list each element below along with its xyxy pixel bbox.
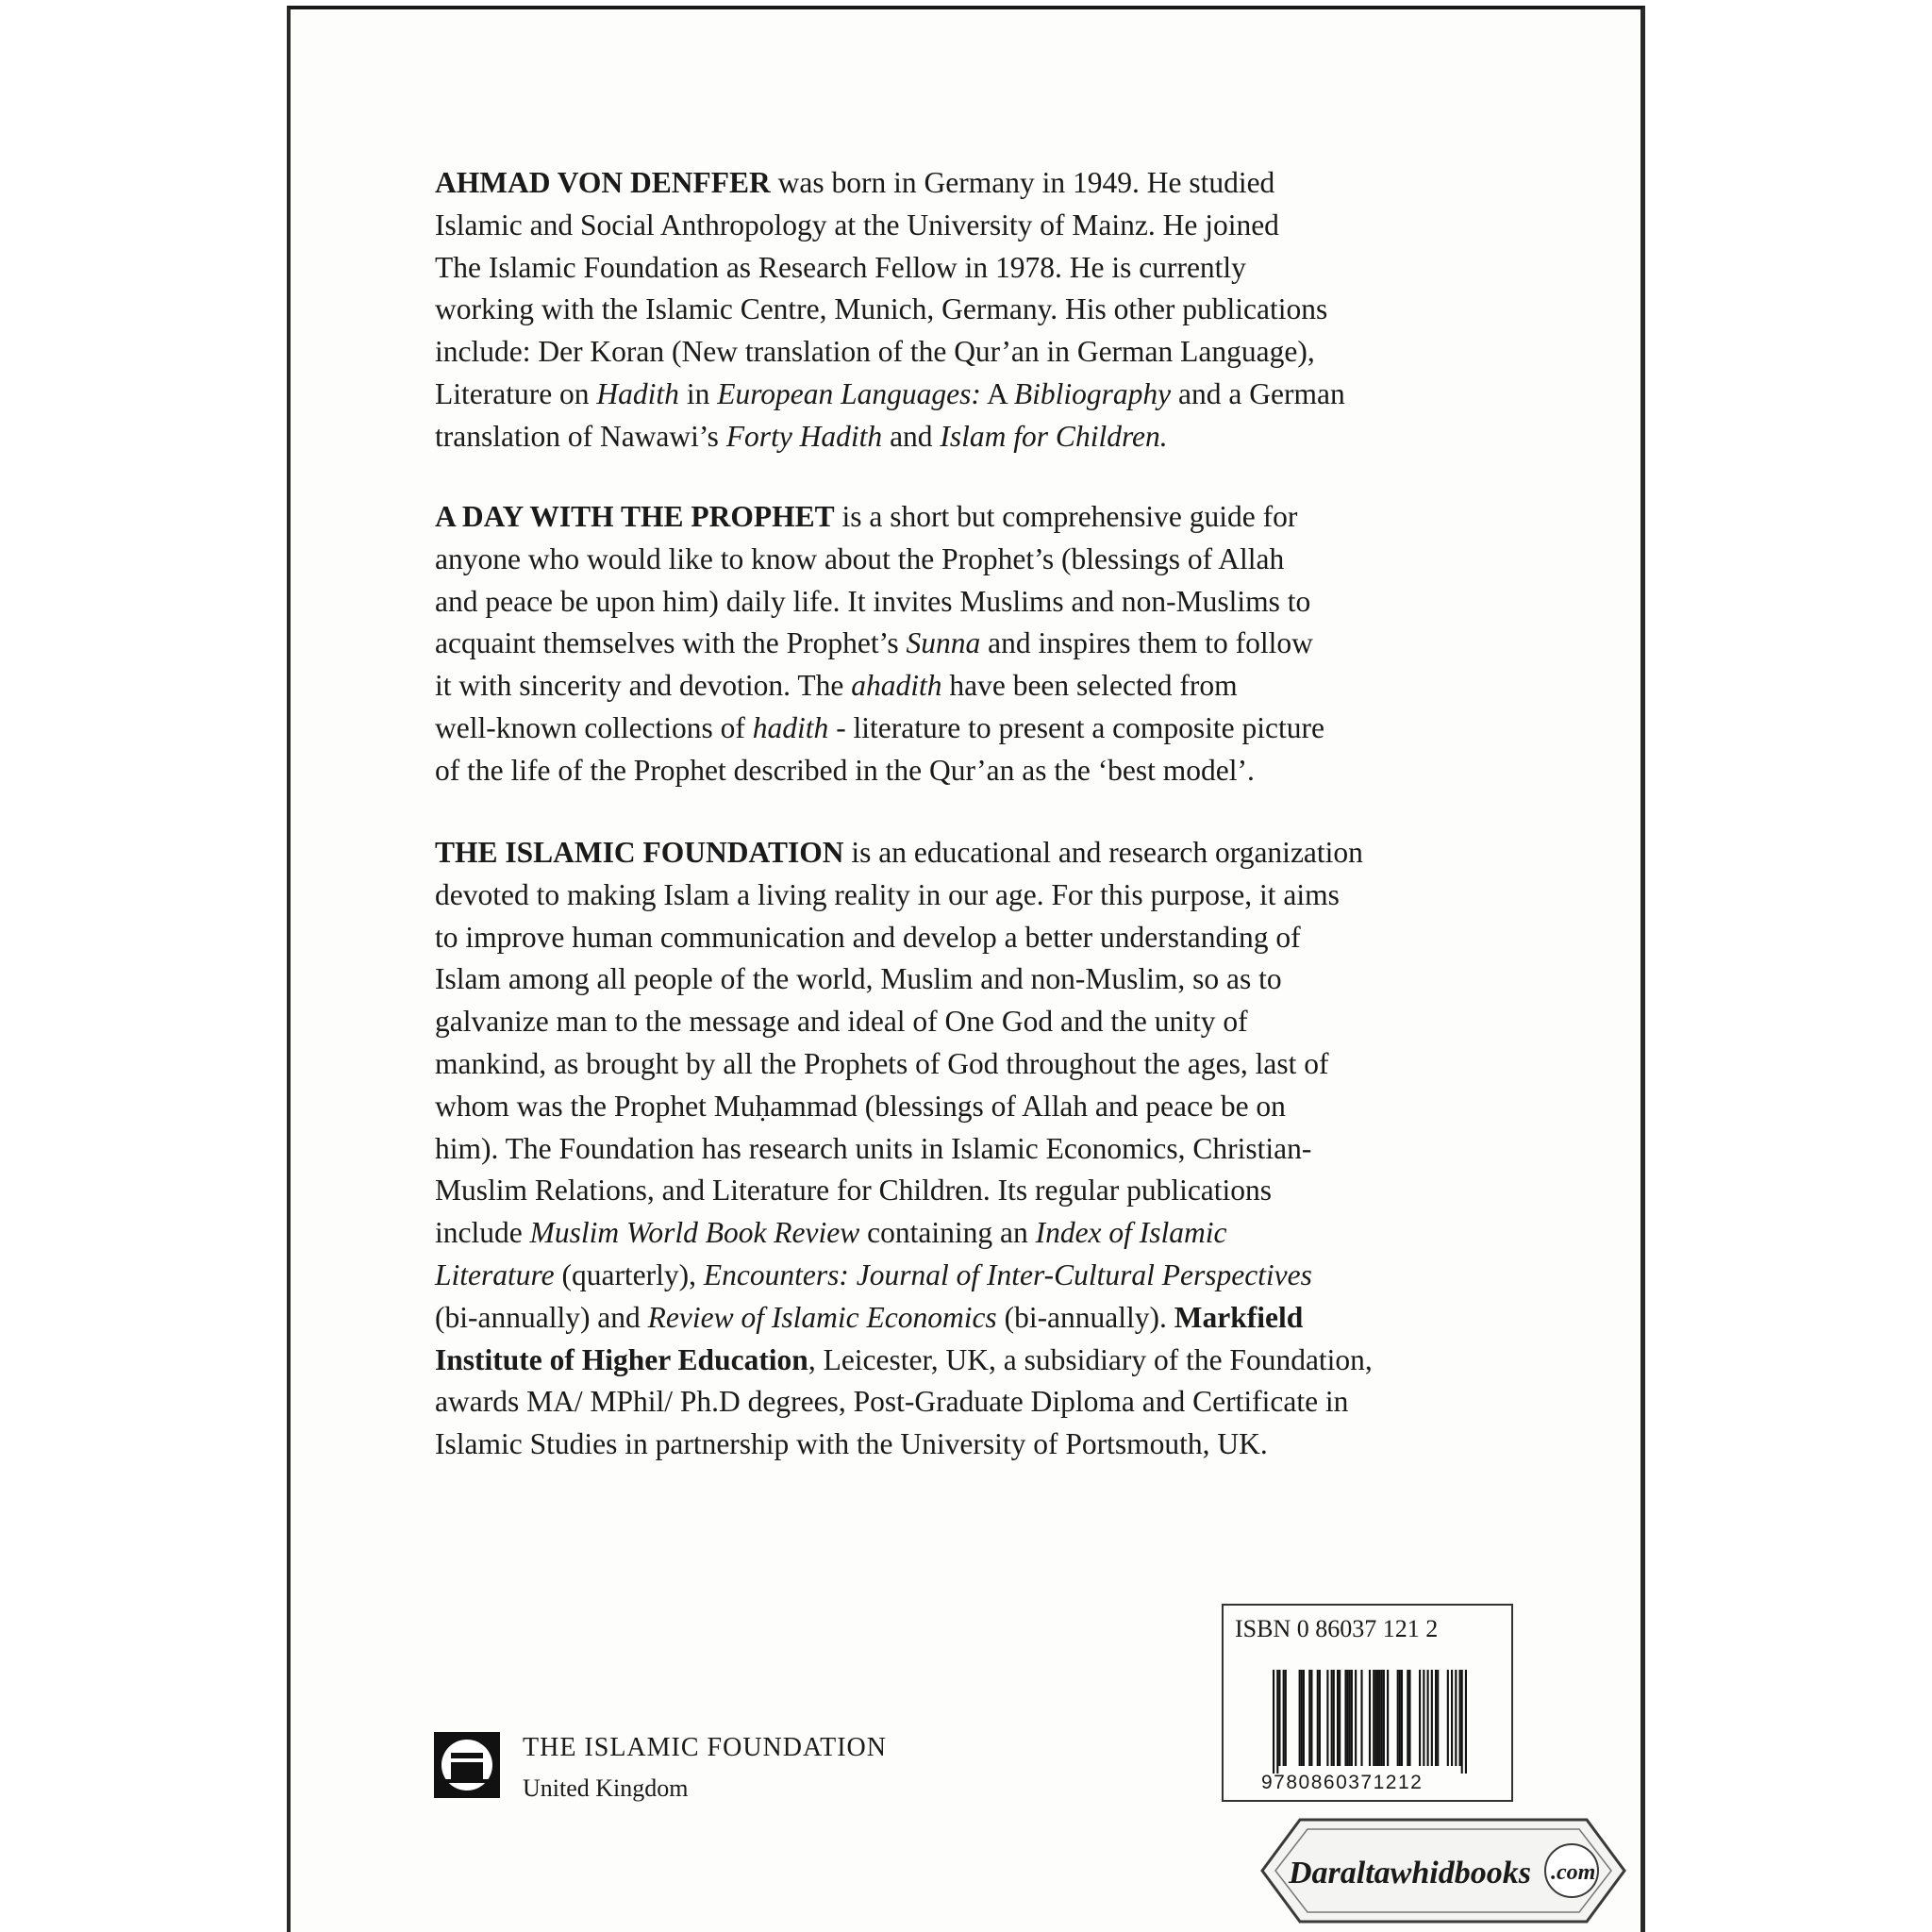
italic-run: Forty Hadith bbox=[725, 419, 883, 453]
text-run: - literature to present a composite picture bbox=[828, 710, 1324, 744]
text-line bbox=[435, 247, 1520, 290]
barcode-bar bbox=[1419, 1670, 1421, 1766]
barcode-bar bbox=[1423, 1670, 1424, 1766]
barcode-bar bbox=[1347, 1670, 1349, 1766]
barcode bbox=[1273, 1670, 1467, 1774]
barcode-bar bbox=[1427, 1670, 1429, 1766]
barcode-bar bbox=[1333, 1670, 1335, 1766]
barcode-bar bbox=[1349, 1670, 1351, 1766]
text-line bbox=[435, 1212, 1520, 1255]
text-line bbox=[435, 1128, 1520, 1171]
publisher-country: United Kingdom bbox=[523, 1774, 689, 1802]
barcode-bar bbox=[1301, 1670, 1303, 1766]
italic-run: Literature bbox=[435, 1257, 555, 1291]
text-run: galvanize man to the message and ideal of One God and the unity of bbox=[435, 1005, 1248, 1039]
barcode-bar bbox=[1351, 1670, 1353, 1766]
text-run: Literature on bbox=[435, 376, 597, 410]
text-run: to improve human communication and develop a better understanding of bbox=[435, 920, 1301, 954]
bold-run: Markfield bbox=[1174, 1300, 1304, 1334]
barcode-bar bbox=[1337, 1670, 1339, 1766]
text-run: is an educational and research organization bbox=[843, 836, 1363, 869]
italic-run: Encounters: Journal of Inter-Cultural Perspectives bbox=[703, 1257, 1312, 1291]
text-run: include bbox=[435, 1216, 530, 1250]
barcode-bar bbox=[1383, 1670, 1385, 1766]
barcode-bar bbox=[1285, 1670, 1287, 1766]
barcode-bar bbox=[1319, 1670, 1321, 1766]
text-run: and bbox=[882, 419, 941, 453]
text-line bbox=[435, 874, 1520, 917]
text-run: Islamic Studies in partnership with the University of Portsmouth, UK. bbox=[435, 1427, 1268, 1461]
book-description-paragraph bbox=[435, 496, 1520, 792]
text-line bbox=[435, 708, 1520, 750]
watermark-badge[interactable] bbox=[1243, 1816, 1643, 1925]
barcode-bar bbox=[1407, 1670, 1408, 1766]
barcode-bar bbox=[1299, 1670, 1301, 1766]
barcode-bar bbox=[1381, 1670, 1383, 1766]
barcode-bar bbox=[1435, 1670, 1437, 1766]
barcode-bar bbox=[1379, 1670, 1381, 1766]
barcode-bar bbox=[1431, 1670, 1433, 1766]
barcode-bar bbox=[1374, 1670, 1376, 1766]
italic-run: hadith bbox=[752, 710, 829, 744]
isbn-label: ISBN 0 86037 121 2 bbox=[1235, 1615, 1439, 1642]
italic-run: Sunna bbox=[906, 626, 981, 660]
barcode-bar bbox=[1399, 1670, 1401, 1766]
italic-run: Review of Islamic Economics bbox=[647, 1300, 997, 1334]
text-run: was born in Germany in 1949. He studied bbox=[770, 166, 1275, 199]
barcode-bar bbox=[1461, 1670, 1463, 1774]
text-line bbox=[435, 750, 1520, 792]
text-line bbox=[435, 1001, 1520, 1043]
text-run: of the life of the Prophet described in the Qur’an as the ‘best model’. bbox=[435, 753, 1255, 787]
text-run: translation of Nawawi’s bbox=[435, 419, 726, 453]
text-line bbox=[435, 416, 1520, 458]
barcode-bar bbox=[1455, 1670, 1457, 1766]
text-line bbox=[435, 581, 1520, 624]
text-line bbox=[435, 162, 1520, 205]
text-line bbox=[435, 1255, 1520, 1297]
text-run: in bbox=[678, 376, 718, 410]
text-run: it with sincerity and devotion. The bbox=[435, 669, 852, 703]
text-line bbox=[435, 958, 1520, 1001]
barcode-bar bbox=[1437, 1670, 1439, 1766]
text-run: whom was the Prophet Muḥammad (blessings of Allah and peace be on bbox=[435, 1089, 1286, 1123]
text-run: A bbox=[980, 376, 1014, 410]
text-run: Islam among all people of the world, Muslim and non-Muslim, so as to bbox=[435, 962, 1282, 996]
barcode-bar bbox=[1408, 1670, 1410, 1766]
text-line bbox=[435, 917, 1520, 959]
barcode-bar bbox=[1459, 1670, 1461, 1766]
barcode-bar bbox=[1369, 1670, 1371, 1766]
bold-run: Institute of Higher Education bbox=[435, 1342, 808, 1376]
text-run: (bi-annually) and bbox=[435, 1300, 648, 1334]
text-line bbox=[435, 374, 1520, 416]
text-run: (quarterly), bbox=[554, 1257, 704, 1291]
watermark-brand: Daraltawhidbooks bbox=[1289, 1856, 1531, 1890]
barcode-bar bbox=[1360, 1670, 1362, 1766]
publisher-name: THE ISLAMIC FOUNDATION bbox=[523, 1733, 887, 1762]
text-line bbox=[435, 665, 1520, 708]
barcode-bar bbox=[1387, 1670, 1389, 1766]
italic-run: Index of Islamic bbox=[1035, 1216, 1227, 1250]
text-run: and peace be upon him) daily life. It invites Muslims and non-Muslims to bbox=[435, 584, 1311, 618]
bold-run: THE ISLAMIC FOUNDATION bbox=[435, 836, 844, 869]
barcode-bar bbox=[1331, 1670, 1333, 1766]
text-line bbox=[435, 1424, 1520, 1466]
author-bio-paragraph bbox=[435, 162, 1520, 458]
text-line bbox=[435, 205, 1520, 247]
italic-run: Hadith bbox=[596, 376, 679, 410]
text-run: include: Der Koran (New translation of the Qur’an in German Language), bbox=[435, 335, 1315, 369]
barcode-bar bbox=[1308, 1670, 1310, 1766]
italic-run: Bibliography bbox=[1013, 376, 1172, 410]
text-run: and a German bbox=[1171, 376, 1345, 410]
text-run: containing an bbox=[859, 1216, 1036, 1250]
italic-run: European Languages: bbox=[717, 376, 981, 410]
text-line bbox=[435, 1086, 1520, 1128]
text-run: mankind, as brought by all the Prophets of God throughout the ages, last of bbox=[435, 1046, 1329, 1080]
kaaba-logo-icon bbox=[434, 1732, 500, 1798]
barcode-bar bbox=[1397, 1670, 1399, 1766]
text-line bbox=[435, 1297, 1520, 1340]
barcode-bar bbox=[1326, 1670, 1328, 1766]
text-run: well-known collections of bbox=[435, 710, 753, 744]
isbn-box bbox=[1222, 1604, 1513, 1802]
italic-run: Muslim World Book Review bbox=[529, 1216, 860, 1250]
barcode-bar bbox=[1303, 1670, 1305, 1766]
barcode-bar bbox=[1447, 1670, 1449, 1766]
barcode-bar bbox=[1278, 1670, 1280, 1766]
text-run: , Leicester, UK, a subsidiary of the Foundation, bbox=[808, 1342, 1373, 1376]
watermark-suffix: .com bbox=[1551, 1860, 1596, 1885]
text-run: him). The Foundation has research units in Islamic Economics, Christian- bbox=[435, 1131, 1312, 1165]
text-run: anyone who would like to know about the Prophet’s (blessings of Allah bbox=[435, 541, 1285, 575]
text-line bbox=[435, 1043, 1520, 1086]
barcode-bar bbox=[1344, 1670, 1346, 1766]
text-run: Islamic and Social Anthropology at the University of Mainz. He joined bbox=[435, 208, 1279, 242]
barcode-bar bbox=[1355, 1670, 1357, 1766]
barcode-bar bbox=[1339, 1670, 1341, 1766]
text-run: devoted to making Islam a living reality in our age. For this purpose, it aims bbox=[435, 877, 1340, 911]
bold-run: A DAY WITH THE PROPHET bbox=[435, 500, 835, 533]
text-run: is a short but comprehensive guide for bbox=[834, 500, 1298, 533]
text-line bbox=[435, 331, 1520, 374]
barcode-bar bbox=[1373, 1670, 1374, 1766]
barcode-bar bbox=[1276, 1670, 1278, 1774]
book-back-cover bbox=[287, 6, 1645, 1932]
barcode-bar bbox=[1401, 1670, 1403, 1766]
italic-run: Islam for Children. bbox=[940, 419, 1168, 453]
text-run: (bi-annually). bbox=[996, 1300, 1174, 1334]
bold-run: AHMAD VON DENFFER bbox=[435, 166, 771, 199]
barcode-digits: 9780860371212 bbox=[1261, 1772, 1424, 1793]
text-run: working with the Islamic Centre, Munich, Germany. His other publications bbox=[435, 292, 1328, 326]
text-run: and inspires them to follow bbox=[980, 626, 1313, 660]
italic-run: ahadith bbox=[851, 669, 942, 703]
text-line bbox=[435, 539, 1520, 581]
foundation-description-paragraph bbox=[435, 832, 1520, 1466]
text-line bbox=[435, 289, 1520, 331]
text-line bbox=[435, 832, 1520, 874]
barcode-bar bbox=[1451, 1670, 1453, 1766]
barcode-bar bbox=[1465, 1670, 1467, 1774]
barcode-bar bbox=[1376, 1670, 1378, 1766]
text-line bbox=[435, 1381, 1520, 1424]
text-line bbox=[435, 1170, 1520, 1212]
text-line bbox=[435, 1340, 1520, 1382]
text-run: have been selected from bbox=[941, 669, 1238, 703]
barcode-bar bbox=[1273, 1670, 1274, 1774]
barcode-bar bbox=[1317, 1670, 1319, 1766]
text-run: The Islamic Foundation as Research Fellow in 1978. He is currently bbox=[435, 250, 1246, 284]
text-line bbox=[435, 496, 1520, 539]
barcode-bar bbox=[1283, 1670, 1285, 1766]
text-run: Muslim Relations, and Literature for Children. Its regular publications bbox=[435, 1174, 1273, 1208]
text-run: acquaint themselves with the Prophet’s bbox=[435, 626, 907, 660]
text-line bbox=[435, 623, 1520, 665]
barcode-bar bbox=[1310, 1670, 1312, 1766]
text-run: awards MA/ MPhil/ Ph.D degrees, Post-Graduate Diploma and Certificate in bbox=[435, 1385, 1349, 1419]
